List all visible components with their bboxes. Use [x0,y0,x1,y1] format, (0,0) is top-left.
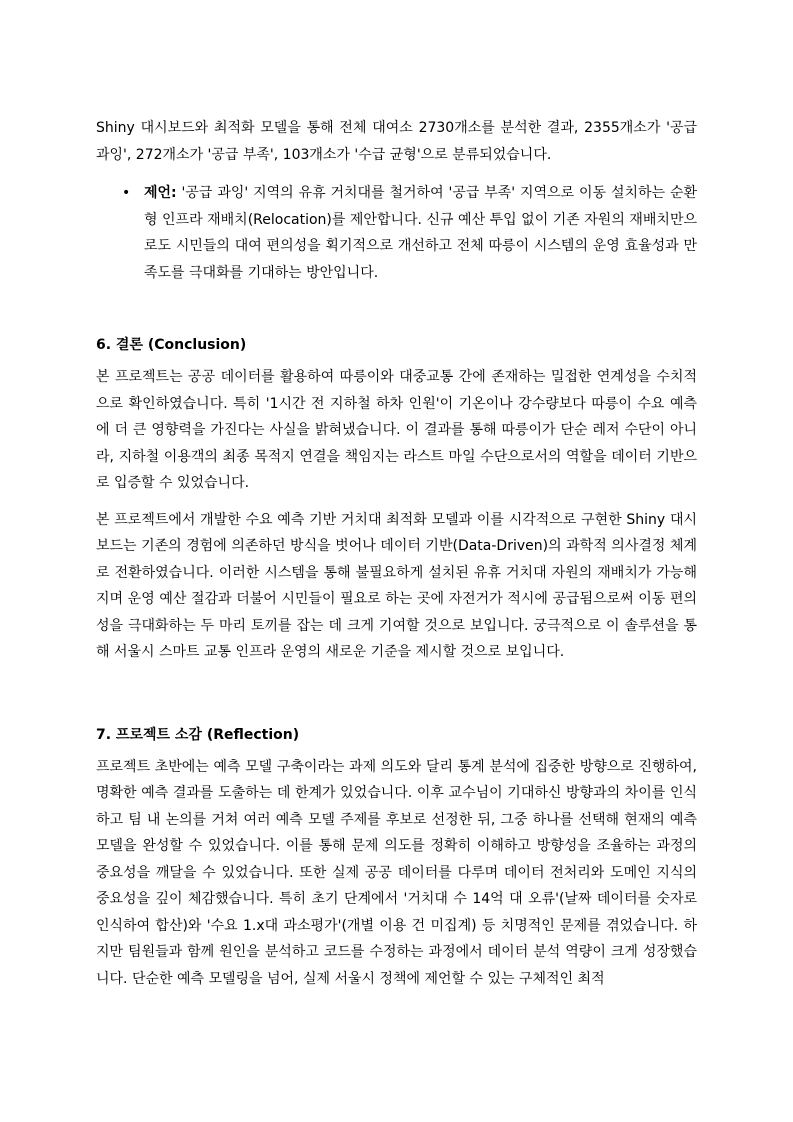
proposal-list [96,180,697,286]
proposal-text: '공급 과잉' 지역의 유휴 거치대를 철거하여 '공급 부족' 지역으로 이동 설치하는 순환형 인프라 재배치(Relocation)를 제안합니다. 신규 예산 투입 없이 기존 자원의 재배치만으로도 시민들의 대여 편의성을 획기적으로 개선하고 전체 따릉이 시스템의 운영 효율성과 만족도를 극대화를 기대하는 방안입니다. [144,185,697,281]
analysis-summary-paragraph: Shiny 대시보드와 최적화 모델을 통해 전체 대여소 2730개소를 분석한 결과, 2355개소가 '공급 과잉', 272개소가 '공급 부족', 103개소가 '수급 균형'으로 분류되었습니다. [96,120,697,163]
reflection-paragraph: 프로젝트 초반에는 예측 모델 구축이라는 과제 의도와 달리 통계 분석에 집중한 방향으로 진행하여, 명확한 예측 결과를 도출하는 데 한계가 있었습니다. 이후 교수님이 기대하신 방향과의 차이를 인식하고 팀 내 논의를 거쳐 여러 예측 모델 주제를 후보로 선정한 뒤, 그중 하나를 선택해 현재의 예측 모델을 완성할 수 있었습니다. 이를 통해 문제 의도를 정확히 이해하고 방향성을 조율하는 과정의 중요성을 깨달을 수 있었습니다. 또한 실제 공공 데이터를 다루며 데이터 전처리와 도메인 지식의 중요성을 깊이 체감했습니다. 특히 초기 단계에서 '거치대 수 14억 대 오류'(날짜 데이터를 숫자로 인식하여 합산)와 '수요 1.x대 과소평가'(개별 이용 건 미집계) 등 치명적인 문제를 겪었습니다. 하지만 팀원들과 함께 원인을 분석하고 코드를 수정하는 과정에서 데이터 분석 역량이 크게 성장했습니다. 단순한 예측 모델링을 넘어, 실제 서울시 정책에 제언할 수 있는 구체적인 최적 [96,758,697,987]
conclusion-paragraph-2: 본 프로젝트에서 개발한 수요 예측 기반 거치대 최적화 모델과 이를 시각적으로 구현한 Shiny 대시보드는 기존의 경험에 의존하던 방식을 벗어나 데이터 기반(Data-Driven)의 과학적 의사결정 체계로 전환하였습니다. 이러한 시스템을 통해 불필요하게 설치된 유휴 거치대 자원의 재배치가 가능해지며 운영 예산 절감과 더불어 시민들이 필요로 하는 곳에 자전거가 적시에 공급됨으로써 이동 편의성을 극대화하는 두 마리 토끼를 잡는 데 크게 기여할 것으로 보입니다. 궁극적으로 이 솔루션을 통해 서울시 스마트 교통 인프라 운영의 새로운 기준을 제시할 것으로 보입니다. [96,511,697,660]
proposal-label: 제언: [144,185,177,201]
section-heading-conclusion: 6. 결론 (Conclusion) [96,337,247,353]
proposal-item [144,180,697,286]
conclusion-paragraph-1: 본 프로젝트는 공공 데이터를 활용하여 따릉이와 대중교통 간에 존재하는 밀접한 연계성을 수치적으로 확인하였습니다. 특히 '1시간 전 지하철 하차 인원'이 기온이나 강수량보다 따릉이 수요 예측에 더 큰 영향력을 가진다는 사실을 밝혀냈습니다. 이 결과를 통해 따릉이가 단순 레저 수단이 아니라, 지하철 이용객의 최종 목적지 연결을 책임지는 라스트 마일 수단으로서의 역할을 데이터 기반으로 입증할 수 있었습니다. [96,369,697,491]
section-heading-reflection: 7. 프로젝트 소감 (Reflection) [96,726,300,743]
